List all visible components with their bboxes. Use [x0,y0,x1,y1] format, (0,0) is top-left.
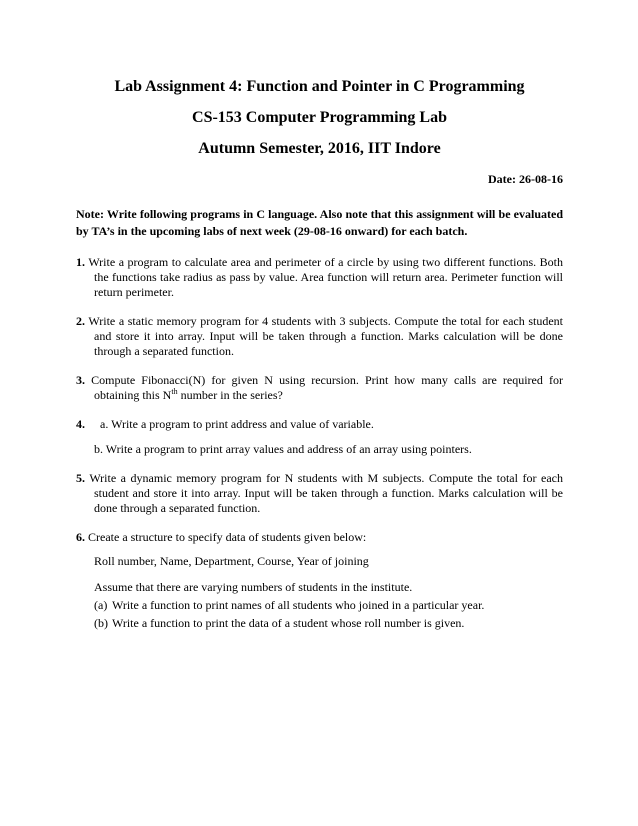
question-text: Write a dynamic memory program for N students with M subjects. Compute the total for each student and store it into array. Input will be taken through a function. Marks calculation will be done through a separated function. [89,471,563,515]
option-label: (a) [94,598,108,612]
semester-title: Autumn Semester, 2016, IIT Indore [198,140,441,157]
superscript: th [171,387,178,396]
question-number: 2. [76,314,85,328]
structure-fields: Roll number, Name, Department, Course, Year of joining [94,554,369,568]
question-text: Write a static memory program for 4 students with 3 subjects. Compute the total for each student and store it into array. Input will be taken through a function. Marks calculation will be done through a separated function. [88,314,563,358]
option-label: (b) [94,616,108,630]
question-4-part-b: b. Write a program to print array values and address of an array using pointers. [94,442,472,456]
option-a [76,598,563,613]
question-text: Write a program to calculate area and perimeter of a circle by using two different functions. Both the functions take radius as pass by value. Area function will return area. Perimeter function will return perimeter. [88,255,563,299]
question-number: 4. [76,417,85,431]
question-number: 1. [76,255,85,269]
instruction-note: Note: Write following programs in C language. Also note that this assignment will be evaluated by TA’s in the upcoming labs of next week (29-08-16 onward) for each batch. [76,207,563,238]
question-1 [76,255,563,300]
question-part-a: a. Write a program to print address and value of variable. [100,417,374,431]
question-5 [76,471,563,516]
question-text-end: number in the series? [177,388,283,402]
page-title: Lab Assignment 4: Function and Pointer in C Programming [114,78,525,95]
question-text: Create a structure to specify data of students given below: [88,530,367,544]
question-number: 5. [76,471,85,485]
assignment-date: Date: 26-08-16 [488,172,563,186]
question-6 [76,530,563,545]
course-title: CS-153 Computer Programming Lab [192,109,447,126]
question-3 [76,373,563,403]
question-2 [76,314,563,359]
option-text: Write a function to print the data of a student whose roll number is given. [112,616,465,630]
question-number: 6. [76,530,85,544]
assumption-text: Assume that there are varying numbers of students in the institute. [94,580,413,594]
option-b [76,616,563,631]
question-4 [76,417,563,432]
question-text: Compute Fibonacci(N) for given N using recursion. Print how many calls are required for obtaining this N [91,373,564,402]
option-text: Write a function to print names of all students who joined in a particular year. [112,598,485,612]
question-number: 3. [76,373,85,387]
